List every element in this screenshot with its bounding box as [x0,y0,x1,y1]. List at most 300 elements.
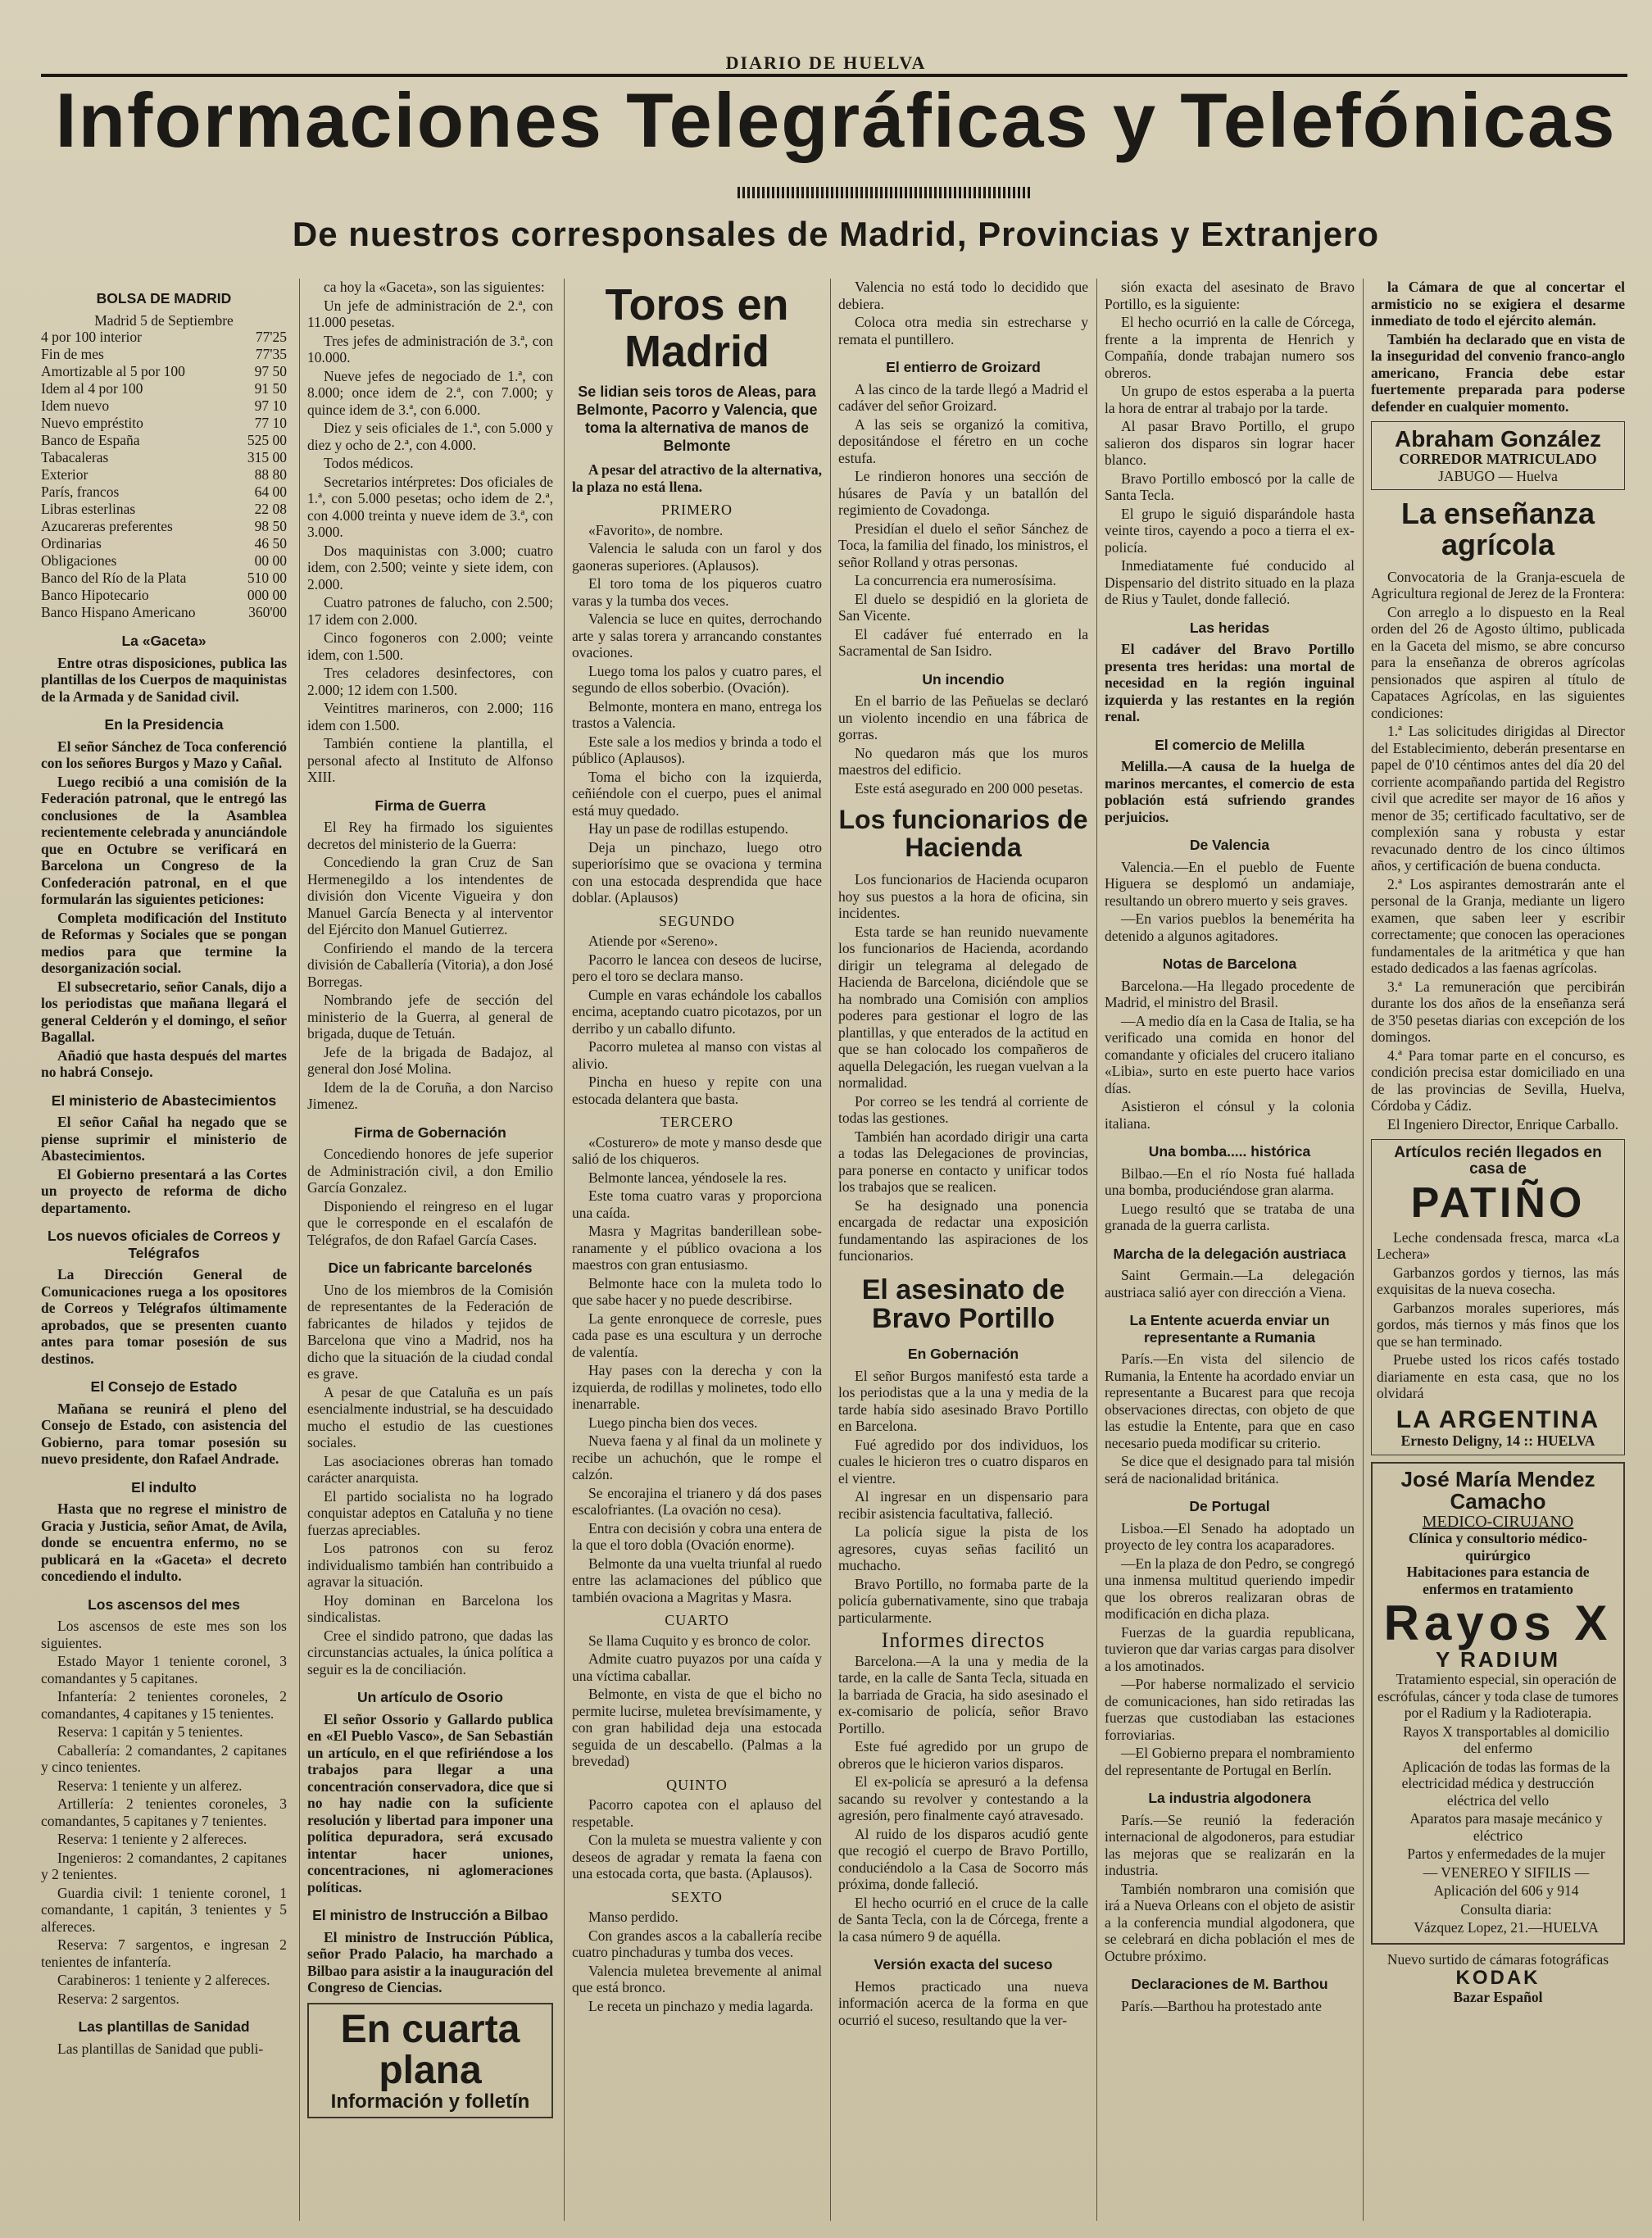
plantilla-list [307,297,553,786]
paragraph: Se ha designado una ponencia encargada de redactar una exposición fundamentando las aspiraciones de los funcionarios. [838,1196,1088,1264]
ad-mendez-rayos: Rayos X [1383,1596,1613,1651]
heading-entente: La Entente acuerda enviar un representante a Rumania [1129,1312,1330,1346]
bolsa-row-value: 91 50 [254,380,287,397]
text-correos: La Dirección General de Comunicaciones ruega a los opositores de Correos y Telégrafos últimamente aprobados, que se presenten cuanto antes para tomar posesión de sus destinos. [41,1266,287,1367]
paragraph: Concediendo honores de jefe superior de Administración civil, a don Emilio García Gonzalez. [307,1146,553,1196]
paragraph: Estado Mayor 1 teniente coronel, 3 comandantes y 5 capitanes. [41,1653,287,1686]
paragraph: Admite cuatro puyazos por una caída y una víctima caballar. [572,1650,822,1684]
paragraph: —A medio día en la Casa de Italia, se ha verificado una comida en honor del comandante y oficiales del crucero italiano «Libia», surto en este puerto hace varios días. [1105,1012,1355,1096]
paragraph: Leche condensada fresca, marca «La Lechera» [1377,1228,1619,1263]
text-plantilla-cont: ca hoy la «Gaceta», son las siguientes: [324,279,545,295]
bolsa-row [41,466,287,483]
paragraph: Masra y Magritas banderillean sobe-ranamente y el público ovaciona a los maestros con gran entusiasmo. [572,1223,822,1273]
paragraph: Concediendo la gran Cruz de San Hermenegildo a los intendentes de división don Vicente Vigueira y don Manuel García Benecta y al interventor del Ejército don Manuel Gutierrez. [307,854,553,937]
funcionarios-title: Los funcionarios de Hacienda [838,805,1088,862]
sexto-list [572,1909,822,2014]
paragraph: Luego resultó que se trataba de una granada de la guerra carlista. [1105,1200,1355,1233]
bolsa-row-value: 000 00 [247,587,287,603]
paragraph: Diez y seis oficiales de 1.ª, con 5.000 y diez y ocho de 2.ª, con 4.000. [307,420,553,453]
paragraph: Valencia.—En el pueblo de Fuente Higuera se desplomó un andamiaje, resultando un obrero muerto y seis graves. [1105,858,1355,909]
paragraph: Uno de los miembros de la Comisión de representantes de la Federación de fabricantes de hilados y tejidos de Barcelona que vino a Madrid, nos ha dicho que la situación de la ciudad condal es grave. [307,1281,553,1382]
text-presidencia-4: El subsecretario, señor Canals, dijo a los periodistas que mañana llegará el general Celderón y el domingo, el señor Bagallal. [41,978,287,1045]
paragraph: Confiriendo el mando de la tercera división de Caballería (Vitoria), a don José Borregas. [307,939,553,990]
bolsa-row-value: 00 00 [254,552,287,569]
bolsa-row-value: 64 00 [254,483,287,500]
ad-kodak [1371,1951,1625,2005]
paragraph: Fuerzas de la guardia republicana, tuvieron que dar varias cargas para disolver a los amotinados. [1105,1623,1355,1674]
paragraph: Al ruido de los disparos acudió gente que recogió el cuerpo de Bravo Portillo, conduciéndolo a la Casa de Socorro más próxima, donde falleció. [838,1825,1088,1893]
paragraph: El Ingeniero Director, Enrique Carballo. [1387,1115,1619,1133]
algodonera-list [1105,1812,1355,1965]
paragraph: Toma el bicho con la izquierda, ceñiéndole con el cuerpo, pues el animal está muy quedado. [572,768,822,819]
toros-deck: Se lidian seis toros de Aleas, para Belmonte, Pacorro y Valencia, que toma la alternativa de manos de Belmonte [576,384,818,455]
paragraph: Valencia le saluda con un farol y dos gaoneras superiores. (Aplausos). [572,540,822,574]
paragraph: Reserva: 2 sargentos. [57,1990,179,2007]
text-presidencia-5: Añadió que hasta después del martes no habrá Consejo. [41,1046,287,1080]
bolsa-row-value: 510 00 [247,570,287,586]
paragraph: Pacorro capotea con el aplauso del respetable. [572,1796,822,1830]
heading-incendio: Un incendio [922,670,1005,688]
col5-top-list [1105,279,1355,608]
bolsa-row-name: Libras esterlinas [41,501,136,517]
text-consejo: Mañana se reunirá el pleno del Consejo de Estado, con asistencia del Gobierno, para tomar posesión su nuevo presidente, don Rafael Andrade. [41,1400,287,1467]
paragraph: Cree el sindido patrono, que dadas las circunstancias actuales, la única política a seguir es la de conciliación. [307,1627,553,1677]
paragraph: A las cinco de la tarde llegó a Madrid el cadáver del señor Groizard. [838,380,1088,414]
heading-presidencia: En la Presidencia [104,716,224,733]
paragraph: Bravo Portillo, no formaba parte de la policía gubernativamente, sino que trabaja particularmente. [838,1575,1088,1626]
bolsa-row [41,432,287,449]
bolsa-row-value: 77'35 [255,346,287,362]
heading-correos: Los nuevos oficiales de Correos y Telégrafos [48,1228,280,1261]
bolsa-row-name: 4 por 100 interior [41,329,142,345]
paragraph: Nombrando jefe de sección del ministerio de la Guerra, al general de brigada, duque de Tetuán. [307,992,553,1042]
heading-barthou: Declaraciones de M. Barthou [1131,1976,1328,1992]
paragraph: Presidían el duelo el señor Sánchez de Toca, la familia del finado, los ministros, el señor Rolland y otras personas. [838,520,1088,570]
paragraph: Valencia muletea brevemente al animal que está bronco. [572,1962,822,1996]
title-ornament [738,187,1032,198]
paragraph: Ingenieros: 2 comandantes, 2 capitanes y 2 tenientes. [41,1849,287,1882]
paragraph: No quedaron más que los muros maestros del edificio. [838,744,1088,778]
paragraph: Con la muleta se muestra valiente y con deseos de agradar y remata la faena con una estocada corta, que basta. (Aplausos). [572,1832,822,1882]
bolsa-row-name: Banco Hipotecario [41,587,149,603]
toros-title: Toros en Madrid [605,280,789,376]
valencia-list [1105,859,1355,945]
paragraph: La gente enronquece de corresle, pues cada pase es una escultura y un derroche de valentía. [572,1310,822,1360]
bolsa-row [41,518,287,535]
paragraph: Tres jefes de administración de 3.ª, con 10.000. [307,332,553,365]
bolsa-row [41,535,287,552]
paragraph: También han acordado dirigir una carta a todas las Delegaciones de provincias, para ponerse en contacto y unificar todos los trabajos que se realicen. [838,1128,1088,1196]
guerra-list [307,819,553,1113]
paragraph: Luego pincha bien dos veces. [588,1414,758,1431]
bolsa-row [41,415,287,432]
heading-groizard: El entierro de Groizard [886,359,1041,375]
heading-barcelona: Notas de Barcelona [1162,956,1297,972]
bolsa-row-value: 525 00 [247,432,287,448]
heading-sexto: SEXTO [671,1888,723,1905]
ad-patino-list [1377,1229,1619,1402]
paragraph: Belmonte, montera en mano, entrega los trastos a Valencia. [572,697,822,732]
paragraph: Reserva: 1 teniente y un alferez. [57,1777,243,1794]
bolsa-row [41,397,287,415]
paragraph: La concurrencia era numerosísima. [855,572,1056,588]
paragraph: París.—Se reunió la federación internacional de algodoneros, para estudiar las mejoras que se realizarán en la industria. [1105,1811,1355,1878]
ad-mendez-title: MEDICO-CIRUJANO [1422,1512,1574,1531]
paragraph: Idem de la de Coruña, a don Narciso Jimenez. [307,1078,553,1112]
ascensos-list [41,1653,287,2007]
column-6 [1371,279,1625,2221]
heading-instruccion: El ministro de Instrucción a Bilbao [312,1907,548,1923]
bolsa-row-name: París, francos [41,483,120,500]
main-subtitle: De nuestros corresponsales de Madrid, Provincias y Extranjero [292,215,1380,253]
column-rule [1363,279,1364,2221]
ad-mendez-hab: Habitaciones para estancia de enfermos en tratamiento [1406,1564,1590,1597]
paragraph: Los patronos con su feroz individualismo también han contribuido a agravar la situación. [307,1540,553,1590]
paragraph: Reserva: 1 teniente y 2 alfereces. [57,1831,247,1847]
heading-guerra: Firma de Guerra [374,797,486,814]
paragraph: Entra con decisión y cobra una entera de la que el toro dobla (Ovación enorme). [572,1519,822,1554]
paragraph: Lisboa.—El Senado ha adoptado un proyecto de ley contra los acaparadores. [1105,1519,1355,1553]
heading-version: Versión exacta del suceso [874,1956,1053,1973]
bolsa-row-value: 77 10 [254,415,287,431]
column-rule [1096,279,1097,2221]
paragraph: Artillería: 2 tenientes coroneles, 3 comandantes, 5 capitanes y 7 tenientes. [41,1795,287,1829]
groizard-list [838,381,1088,660]
heading-cuarto: CUARTO [665,1612,729,1629]
bolsa-row [41,346,287,363]
heading-ascensos: Los ascensos del mes [88,1596,240,1613]
paragraph: Un jefe de administración de 2.ª, con 11.000 pesetas. [307,297,553,330]
heading-informes: Informes directos [881,1628,1046,1653]
incendio-list [838,692,1088,797]
col4-top-list [838,279,1088,347]
paragraph: El hecho ocurrió en el cruce de la calle de Santa Tecla, con la de Córcega, frente a la casa número 9 de aquélla. [838,1894,1088,1945]
funcionarios-list [838,871,1088,1264]
bomba-list [1105,1165,1355,1234]
bolsa-row-value: 315 00 [247,449,287,465]
heading-bomba: Una bomba..... histórica [1148,1143,1311,1160]
masthead-paper-name: DIARIO DE HUELVA [725,52,927,73]
text-heridas: El cadáver del Bravo Portillo presenta tres heridas: una mortal de necesidad en la región inguinal izquierda y las restantes en la región renal. [1105,641,1355,724]
paragraph: Con arreglo a lo dispuesto en la Real orden del 26 de Agosto último, publicada en la Gaceta del mismo, se abre concurso para la enseñanza de obreros agrícolas pensionados que aspiren al título de Capataces Agrícolas, en las siguientes condiciones: [1371,603,1625,721]
quinto-list [572,1796,822,1882]
text-osorio: El señor Ossorio y Gallardo publica en «El Pueblo Vasco», de San Sebastián un artículo, en el que refiriéndose a los trabajos para llegar a una concentración conservadora, dice que si no hay nadie con la suficiente resolución y libertad para imponer una política depuradora, será excusado intentar hacer uniones, concentraciones, ni aglomeraciones políticas. [307,1710,553,1895]
paragraph: 1.ª Las solicitudes dirigidas al Director del Establecimiento, deberán presentarse en papel de 0'10 céntimos antes del día 20 del corriente acompañando partida del Registro civil que acredite ser mayor de 16 años y menor de 35; certificado facultativo, ser de complexión sana y robusta y estar revacunado dentro de los cinco últimos años, y certificación de buena conducta. [1371,723,1625,874]
heading-portugal: De Portugal [1189,1498,1270,1514]
heading-quinto: QUINTO [666,1776,728,1793]
paragraph: Este fué agredido por un grupo de obreros que le hicieron varios disparos. [838,1738,1088,1772]
bolsa-row-value: 360'00 [248,604,287,620]
paragraph: Valencia se luce en quites, derrochando arte y salas torera y arrancando constantes ovaciones. [572,611,822,661]
heading-delegacion: Marcha de la delegación austriaca [1113,1245,1346,1262]
ad-argentina-addr: Ernesto Deligny, 14 :: HUELVA [1400,1432,1595,1450]
ad-abraham-name: Abraham González [1394,426,1602,452]
paragraph: Este sale a los medios y brinda a todo el público (Aplausos). [572,733,822,767]
paragraph: Veintitres marineros, con 2.000; 116 idem con 1.500. [307,700,553,733]
paragraph: Hay pases con la derecha y con la izquierda, de rodillas y molinetes, todo ello inenarrable. [572,1362,822,1413]
paragraph: Secretarios intérpretes: Dos oficiales de 1.ª, con 5.000 pesetas; ocho idem de 2.ª, con 4.000 treinta y nueve idem de 3.ª, con 3.000. [307,473,553,540]
portillo-list [838,1368,1088,1627]
paragraph: El señor Burgos manifestó esta tarde a los periodistas que a la una y media de la tarde había sido asesinado Bravo Portillo en Barcelona. [838,1367,1088,1435]
heading-indulto: El indulto [131,1478,197,1496]
paragraph: Bilbao.—En el río Nosta fué hallada una bomba, produciéndose gran alarma. [1105,1164,1355,1198]
paragraph: Rayos X transportables al domicilio del enfermo [1403,1723,1609,1757]
paragraph: Belmonte lancea, yéndosele la res. [588,1169,787,1186]
paragraph: —Por haberse normalizado el servicio de comunicaciones, han sido retiradas las fuerzas que custodiaban las estaciones forroviarias. [1105,1676,1355,1743]
ad-mendez-camacho [1371,1462,1625,1945]
heading-primero: PRIMERO [660,502,733,519]
informes-list [838,1653,1088,1945]
text-ascensos: Los ascensos de este mes son los siguientes. [41,1618,287,1651]
ensenanza-title: La enseñanza agrícola [1400,497,1595,562]
bolsa-row-value: 46 50 [254,535,287,552]
paragraph: Vázquez Lopez, 21.—HUELVA [1414,1919,1599,1936]
ad-abraham-sub: CORREDOR MATRICULADO [1399,451,1597,468]
ad-mendez-radium: Y RADIUM [1435,1647,1561,1673]
paragraph: Belmonte hace con la muleta todo lo que sabe hacer y no puede describirse. [572,1274,822,1309]
paragraph: El cadáver fué enterrado en la Sacramental de San Isidro. [838,625,1088,659]
paragraph: Barcelona.—A la una y media de la tarde, en la calle de Santa Tecla, situada en la barriada de Gracia, ha sido asesinado el ex-comisario de policía, señor Bravo Portillo. [838,1652,1088,1736]
paragraph: 2.ª Los aspirantes demostrarán ante el personal de la Granja, mediante un ligero examen, que saben leer y escribir correctamente; que conocen las operaciones fundamentales de la aritmética y que han estado dedicados a las faenas agrícolas. [1371,875,1625,977]
paragraph: Nueva faena y al final da un molinete y recibe un achuchón, que le rompe el calzón. [572,1432,822,1483]
bolsa-row-name: Banco Hispano Americano [41,604,196,620]
entente-list [1105,1351,1355,1487]
paragraph: «Favorito», de nombre. [588,521,724,538]
paragraph: Garbanzos gordos y tiernos, las más exquisitas de la nueva cosecha. [1377,1264,1619,1298]
text-presidencia-1: El señor Sánchez de Toca conferenció con los señores Burgos y Mazo y Cañal. [41,738,287,771]
paragraph: —En varios pueblos la benemérita ha detenido a algunos agitadores. [1105,910,1355,944]
bolsa-row [41,483,287,501]
paragraph: «Costurero» de mote y manso desde que salió de los chiqueros. [572,1133,822,1168]
segundo-list [572,933,822,1107]
paragraph: Esta tarde se han reunido nuevamente los funcionarios de Hacienda, acordando dirigir un telegrama al delegado de Hacienda de Barcelona, diciéndole que se ha nombrado una Comisión con amplios poderes para gestionar el logro de las plantillas, y que enterados de la actitud en que se han colocado los compañeros de aquella Delegación, les ruegan vuelvan a la normalidad. [838,923,1088,1092]
bolsa-row [41,329,287,346]
paragraph: El ex-policía se apresuró a la defensa sacando su revolver y contestando a la agresión, pero finalmente cayó atravesado. [838,1773,1088,1824]
heading-gobernacion: Firma de Gobernación [354,1124,506,1141]
bolsa-row-name: Banco de España [41,432,140,448]
text-indulto: Hasta que no regrese el ministro de Gracia y Justicia, señor Amat, de Avila, donde se encuentra enfermo, no se publicará en la «Gaceta» el decreto concediendo el indulto. [41,1500,287,1584]
paragraph: Pincha en hueso y repite con una estocada delantera que basta. [572,1074,822,1107]
paragraph: Luego toma los palos y cuatro pares, el segundo de ellos soberbio. (Ovación). [572,662,822,697]
paragraph: —El Gobierno prepara el nombramiento del representante de Portugal en Berlín. [1105,1745,1355,1778]
bolsa-row-value: 22 08 [254,501,287,517]
paragraph: Infantería: 2 tenientes coroneles, 2 comandantes, 4 capitanes y 15 tenientes. [41,1688,287,1722]
bolsa-row [41,587,287,604]
ad-abraham-gonzalez [1371,421,1625,490]
paragraph: El hecho ocurrió en la calle de Córcega, frente a la imprenta de Henrich y Compañía, donde trabajan numero sos obreros. [1105,314,1355,381]
paragraph: Guardia civil: 1 teniente coronel, 1 comandante, 1 capitán, 3 tenientes y 5 alfereces. [41,1884,287,1935]
paragraph: También nombraron una comisión que irá a Nueva Orleans con el objeto de asistir a la conferencia mundial algodonera, que se celebrará en dicha población el mes de Octubre próximo. [1105,1880,1355,1964]
bolsa-row-name: Exterior [41,466,88,483]
text-presidencia-3: Completa modificación del Instituto de Reformas y Sociales que se pongan medios para que termine la desorganización social. [41,909,287,976]
text-delegacion: Saint Germain.—La delegación austriaca salió ayer con dirección a Viena. [1105,1267,1355,1301]
paragraph: Manso perdido. [588,1909,678,1926]
paragraph: Garbanzos morales superiores, más gordos, más tiernos y más finos que los que se han terminado. [1377,1299,1619,1350]
bolsa-row-name: Idem al 4 por 100 [41,380,143,397]
paragraph: Valencia no está todo lo decidido que debiera. [838,279,1088,312]
column-1 [41,279,287,2221]
gobernacion-list [307,1146,553,1248]
column-rule [830,279,831,2221]
portugal-list [1105,1520,1355,1779]
bolsa-row-name: Idem nuevo [41,397,110,414]
text-presidencia-2: Luego recibió a una comisión de la Federación patronal, que le entregó las conclusiones de la Asamblea recientemente celebrada y anunciándole que en Octubre se verificará en Barcelona un Congreso de la Confederación patronal, en el que formularán las siguientes peticiones: [41,773,287,907]
heading-valencia: De Valencia [1189,837,1270,853]
tercero-list [572,1134,822,1606]
column-rule [564,279,565,2221]
paragraph: Hoy dominan en Barcelona los sindicalistas. [307,1591,553,1625]
paragraph: Belmonte, en vista de que el bicho no permite lucirse, muletea brevísimamente, y con gran habilidad deja una estocada seguida de un descabello. (Palmas a la brevedad) [572,1686,822,1770]
main-title: Informaciones Telegráficas y Telefónicas [55,77,1617,163]
bolsa-row [41,363,287,380]
primero-list [572,522,822,906]
heading-consejo: El Consejo de Estado [90,1378,238,1395]
paragraph: Este está asegurado en 200 000 pesetas. [855,779,1083,797]
paragraph: Caballería: 2 comandantes, 2 capitanes y cinco tenientes. [41,1741,287,1775]
column-rule [299,279,300,2221]
text-abast-1: El señor Cañal ha negado que se piense suprimir el ministerio de Abastecimientos. [41,1114,287,1164]
paragraph: Con grandes ascos a la caballería recibe cuatro pinchaduras y tumba dos veces. [572,1927,822,1961]
barcelona-list [1105,978,1355,1133]
paragraph: Pacorro muletea al manso con vistas al alivio. [572,1038,822,1072]
paragraph: El partido socialista no ha logrado conquistar adeptos en Cataluña y no tiene fuerzas apreciables. [307,1487,553,1538]
bolsa-row-name: Tabacaleras [41,449,109,465]
bolsa-row [41,449,287,466]
paragraph: Los funcionarios de Hacienda ocuparon hoy sus puestos a la hora de oficina, sin incidentes. [838,871,1088,922]
column-2 [307,279,553,2221]
text-sanidad: Las plantillas de Sanidad que publi- [57,2040,264,2057]
paragraph: Reserva: 7 sargentos, e ingresan 2 tenientes de infantería. [41,1936,287,1970]
paragraph: Aplicación del 606 y 914 [1433,1882,1579,1900]
text-abast-2: El Gobierno presentará a las Cortes un proyecto de reforma de dicho departamento. [41,1165,287,1216]
paragraph: Aplicación de todas las formas de la electricidad médica y destrucción eléctrica del vello [1401,1758,1610,1809]
paragraph: Bravo Portillo emboscó por la calle de Santa Tecla. [1105,470,1355,503]
paragraph: Le recetа un pinchazo y media lagarda. [588,1997,814,2014]
text-melilla: Melilla.—A causa de la huelga de marinos mercantes, el comercio de esta población está sufriendo grandes perjuicios. [1105,758,1355,825]
bolsa-row-name: Nuevo empréstito [41,415,143,431]
paragraph: El toro toma de los piqueros cuatro varas y la tumba dos veces. [572,575,822,609]
paragraph: En el barrio de las Peñuelas se declaró un violento incendio en una fábrica de gorras. [838,692,1088,742]
paragraph: Pruebe usted los ricos cafés tostado diariamente en esta casa, que no los olvidará [1377,1351,1619,1402]
paragraph: Belmonte da una vuelta triunfal al ruedo entre las aclamaciones del público que también ovaciona a Magritas y Masra. [572,1555,822,1605]
paragraph: Por correo se les tendrá al corriente de todas las gestiones. [838,1092,1088,1127]
text-instruccion: El ministro de Instrucción Pública, señor Prado Palacio, ha marchado a Bilbao para asistir a la inauguración del Congreso de Ciencias. [307,1928,553,1995]
heading-sanidad: Las plantillas de Sanidad [78,2018,250,2035]
column-5 [1105,279,1355,2221]
paragraph: A las seis se organizó la comitiva, depositándose el féretro en un coche estufa. [838,415,1088,466]
ensenanza-list [1371,569,1625,1133]
paragraph: Hay un pase de rodillas estupendo. [588,820,788,838]
paragraph: Asistieron el cónsul y la colonia italiana. [1105,1098,1355,1132]
paragraph: Dos maquinistas con 3.000; cuatro idem, con 2.500; veinte y siete idem, con 2.000. [307,542,553,592]
paragraph: El grupo le siguió disparándole hasta veinte tiros, cayendo a poco a tierra el ex-policía. [1105,505,1355,556]
paragraph: El Rey ha firmado los siguientes decretos del ministerio de la Guerra: [307,819,553,852]
paragraph: Carabineros: 1 teniente y 2 alfereces. [57,1972,270,1988]
ad-mendez-list [1377,1671,1618,1936]
paragraph: Cumple en varas echándole los caballos encima, aceptando cuatro picotazos, por un derribo y un caballo difunto. [572,986,822,1037]
heading-en-gobernacion: En Gobernación [907,1346,1019,1363]
ad-kodak-text: Nuevo surtido de cámaras fotográficas [1386,1950,1609,1968]
bolsa-row-name: Banco del Río de la Plata [41,570,187,586]
ad-mendez-sub: Clínica y consultorio médico-quirúrgico [1408,1530,1588,1564]
column-4 [838,279,1088,2221]
paragraph: Convocatoria de la Granja-escuela de Agricultura regional de Jerez de la Frontera: [1371,568,1625,602]
ad-kodak-shop: Bazar Español [1453,1988,1543,2005]
heading-abastecimientos: El ministerio de Abastecimientos [51,1092,277,1109]
bolsa-row [41,380,287,397]
paragraph: Se llama Cuquito y es bronco de color. [588,1632,811,1649]
bolsa-row [41,604,287,621]
paragraph: —En la plaza de don Pedro, se congregó una inmensa multitud queriendo impedir que los obreros realizaran obras de modificación en dicha plaza. [1105,1555,1355,1622]
bolsa-table [41,329,287,621]
bolsa-row [41,570,287,587]
bolsa-row-value: 97 10 [254,397,287,414]
fabricante-list [307,1282,553,1678]
bolsa-row-name: Obligaciones [41,552,117,569]
bolsa-row-value: 77'25 [255,329,287,345]
heading-heridas: Las heridas [1189,619,1270,636]
bolsa-row-name: Amortizable al 5 por 100 [41,363,185,379]
heading-segundo: SEGUNDO [658,912,735,929]
text-barthou: París.—Barthou ha protestado ante [1121,1997,1322,2014]
heading-osorio: Un artículo de Osorio [357,1689,503,1705]
paragraph: El duelo se despidió en la glorieta de San Vicente. [838,590,1088,624]
paragraph: Tres celadores desinfectores, con 2.000; 12 idem con 1.500. [307,665,553,698]
ad-kodak-brand: KODAK [1455,1967,1541,1990]
paragraph: Reserva: 1 capitán y 5 tenientes. [57,1723,243,1740]
bolsa-row-value: 97 50 [254,363,287,379]
bolsa-row [41,552,287,570]
text-gaceta: Entre otras disposiciones, publica las plantillas de los Cuerpos de maquinistas de la Armada y de Sanidad civil. [41,654,287,705]
paragraph: 3.ª La remuneración que percibirán durante los dos años de la enseñanza será de 3'50 pesetas diarias con excepción de los domingos. [1371,978,1625,1046]
paragraph: Aparatos para masaje mecánico y eléctrico [1409,1810,1603,1844]
paragraph: Se encorajina el trianero y dá dos pases escalofriantes. (La ovación no cesa). [572,1484,822,1518]
paragraph: Se dice que el designado para tal misión será de nacionalidad británica. [1105,1453,1355,1487]
paragraph: Tratamiento especial, sin operación de escrófulas, cáncer y toda clase de tumores por el Radium y la Radioterapia. [1377,1671,1618,1722]
cuarta-plana-subtitle: Información y folletín [330,2090,530,2113]
paragraph: Barcelona.—Ha llegado procedente de Madrid, el ministro del Brasil. [1105,977,1355,1010]
heading-tercero: TERCERO [660,1114,733,1131]
paragraph: Un grupo de estos esperaba a la puerta la hora de entrar al trabajo por la tarde. [1105,383,1355,416]
paragraph: Las asociaciones obreras han tomado carácter anarquista. [307,1452,553,1486]
bolsa-row-value: 98 50 [254,518,287,534]
heading-fabricante: Dice un fabricante barcelonés [328,1260,533,1276]
paragraph: Al pasar Bravo Portillo, el grupo salieron dos disparos sin lograr hacer blanco. [1105,418,1355,468]
bolsa-row-value: 88 80 [254,466,287,483]
paragraph: Fué agredido por dos individuos, los cuales le hicieron tres o cuatro disparos en el vientre. [838,1436,1088,1487]
text-toros-intro: A pesar del atractivo de la alternativa, la plaza no está llena. [572,461,822,495]
bolsa-title: BOLSA DE MADRID [96,290,232,306]
heading-algodonera: La industria algodonera [1148,1790,1311,1806]
paragraph: A pesar de que Cataluña es un país esencialmente industrial, se ha descuidado mucho el estudio de las cuestiones sociales. [307,1383,553,1450]
paragraph: París.—En vista del silencio de Rumania, la Entente ha acordado enviar un representante a Bucarest para que recoja observaciones directas, con objeto de que las estudie la Entente, para que en caso necesario pueda modificar su criterio. [1105,1351,1355,1451]
paragraph: Disponiendo el reingreso en el lugar que le corresponde en el escalafón de Telégrafos, de don Rafael García Cases. [307,1197,553,1248]
paragraph: Al ingresar en un dispensario para recibir asistencia facultativa, falleció. [838,1488,1088,1522]
bolsa-date: Madrid 5 de Septiembre [94,311,234,329]
paragraph: Todos médicos. [324,455,414,471]
ad-patino-name: PATIÑO [1410,1179,1586,1228]
paragraph: 4.ª Para tomar parte en el concurso, es condición precisa estar domiciliado en una de las provincias de Sevilla, Huelva, Córdoba y Cádiz. [1371,1046,1625,1114]
column-3 [572,279,822,2221]
paragraph: sión exacta del asesinato de Bravo Portillo, es la siguiente: [1105,279,1355,312]
ad-abraham-place: JABUGO — Huelva [1438,467,1558,484]
paragraph: Consulta diaria: [1460,1900,1552,1918]
cuarta-plana-title: En cuarta plana [340,2007,520,2092]
paragraph: Nueve jefes de negociado de 1.ª, con 8.000; once idem de 2.ª, con 7.000; y quince idem de 3.ª, con 6.000. [307,367,553,418]
ad-argentina-name: LA ARGENTINA [1396,1405,1600,1433]
paragraph: La policía sigue la pista de los agresores, cuyas señas facilitó un muchacho. [838,1523,1088,1574]
paragraph: Jefe de la brigada de Badajoz, al general don José Molina. [307,1043,553,1077]
